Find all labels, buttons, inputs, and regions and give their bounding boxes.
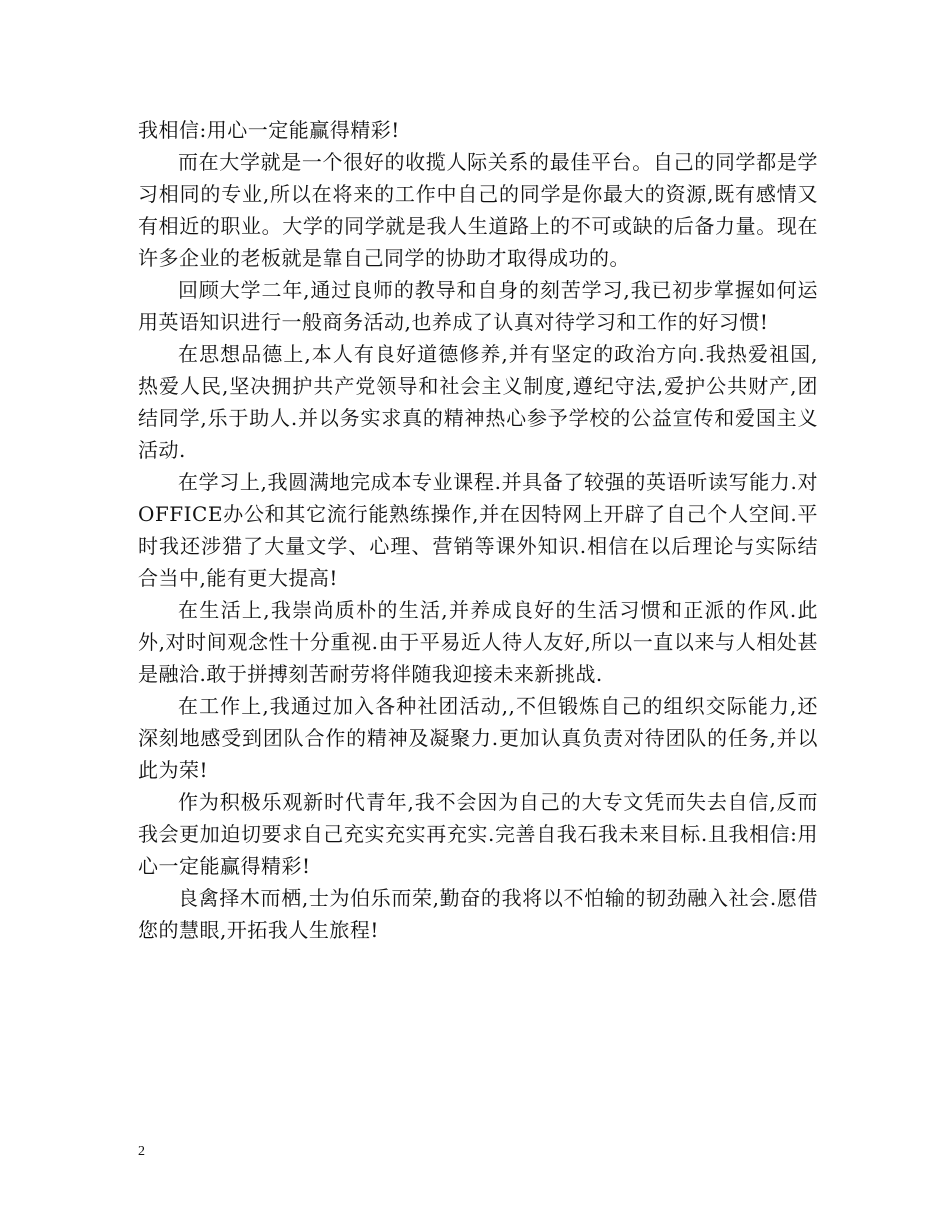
paragraph-9: 良禽择木而栖,士为伯乐而荣,勤奋的我将以不怕输的韧劲融入社会.愿借您的慧眼,开拓我人生旅程! [138, 886, 818, 942]
body-text [138, 114, 818, 946]
paragraph-6: 在生活上,我崇尚质朴的生活,并养成良好的生活习惯和正派的作风.此外,对时间观念性十分重视.由于平易近人待人友好,所以一直以来与人相处甚是融洽.敢于拼搏刻苦耐劳将伴随我迎接未来新挑战. [138, 598, 818, 686]
paragraph-4: 在思想品德上,本人有良好道德修养,并有坚定的政治方向.我热爱祖国,热爱人民,坚决拥护共产党领导和社会主义制度,遵纪守法,爱护公共财产,团结同学,乐于助人.并以务实求真的精神热心参予学校的公益宣传和爱国主义活动. [138, 342, 818, 462]
page-number: 2 [138, 1144, 145, 1159]
paragraph-7: 在工作上,我通过加入各种社团活动,,不但锻炼自己的组织交际能力,还深刻地感受到团队合作的精神及凝聚力.更加认真负责对待团队的任务,并以此为荣! [138, 694, 818, 782]
paragraph-5: 在学习上,我圆满地完成本专业课程.并具备了较强的英语听读写能力.对OFFICE办公和其它流行能熟练操作,并在因特网上开辟了自己个人空间.平时我还涉猎了大量文学、心理、营销等课外知识.相信在以后理论与实际结合当中,能有更大提高! [138, 470, 818, 590]
paragraph-3: 回顾大学二年,通过良师的教导和自身的刻苦学习,我已初步掌握如何运用英语知识进行一般商务活动,也养成了认真对待学习和工作的好习惯! [138, 278, 818, 334]
paragraph-8: 作为积极乐观新时代青年,我不会因为自己的大专文凭而失去自信,反而我会更加迫切要求自己充实充实再充实.完善自我石我未来目标.且我相信:用心一定能赢得精彩! [138, 790, 818, 878]
paragraph-2: 而在大学就是一个很好的收揽人际关系的最佳平台。自己的同学都是学习相同的专业,所以在将来的工作中自己的同学是你最大的资源,既有感情又有相近的职业。大学的同学就是我人生道路上的不可或缺的后备力量。现在许多企业的老板就是靠自己同学的协助才取得成功的。 [138, 150, 818, 270]
paragraph-1: 我相信:用心一定能赢得精彩! [138, 118, 400, 142]
